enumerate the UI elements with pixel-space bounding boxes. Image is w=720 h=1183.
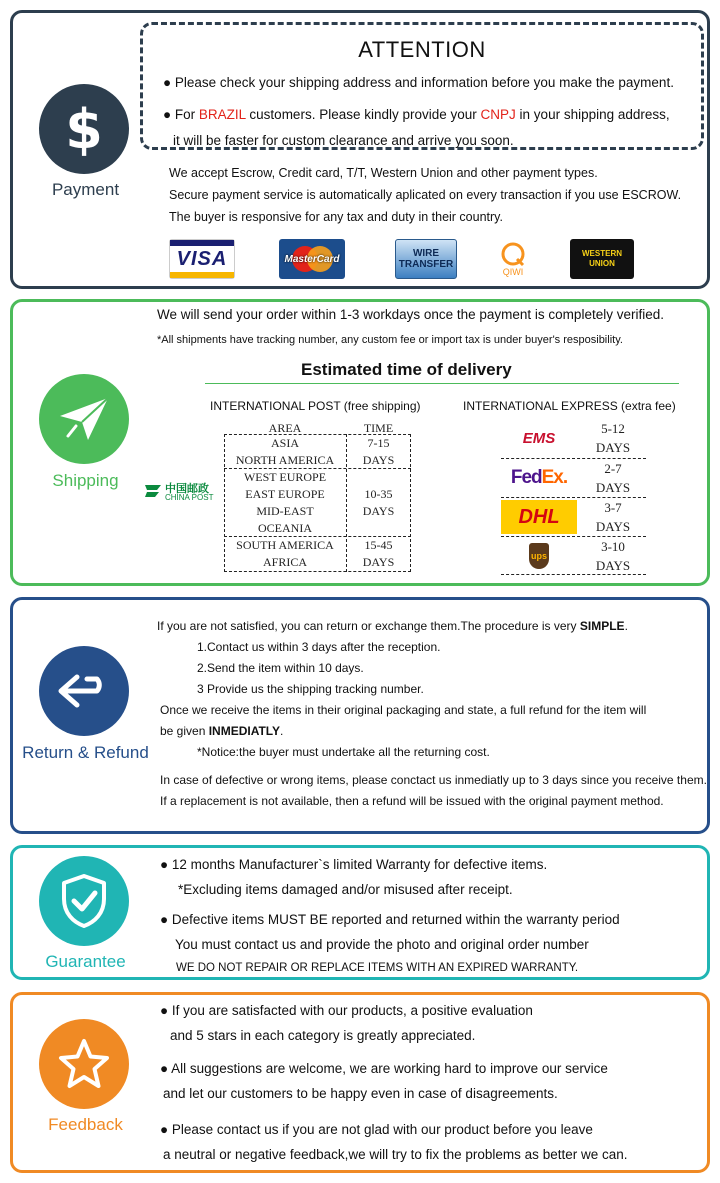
attention-line: ● Please check your shipping address and information before you make the payment. [163,75,674,90]
title-divider [205,383,679,384]
feedback-text: a neutral or negative feedback,we will try to fix the problems as better we can. [163,1147,628,1162]
feedback-section [10,992,710,1173]
payment-text: The buyer is responsive for any tax and duty in their country. [169,210,503,224]
return-text: Once we receive the items in their original packaging and state, a full refund for the item will [160,703,647,717]
feedback-text: ● All suggestions are welcome, we are working hard to improve our service [160,1061,608,1076]
area-cell: ASIA [270,436,299,450]
time-cell: DAYS [362,504,395,518]
return-text: If you are not satisfied, you can return or exchange them.The procedure is very SIMPLE. [157,619,628,633]
return-text: In case of defective or wrong items, please conctact us inmediatly up to 3 days since you receive them. [160,773,707,787]
china-post-logo: 中国邮政 CHINA POST [143,478,219,508]
svg-text:$: $ [65,99,103,159]
area-cell: OCEANIA [258,521,312,535]
time-cell: DAYS [362,453,395,467]
return-text: If a replacement is not available, then a refund will be issued with the original payment method. [160,794,664,808]
column-header: AREA [268,421,302,435]
guarantee-text: ● Defective items MUST BE reported and returned within the warranty period [160,912,620,927]
western-union-logo: WESTERN UNION [570,239,634,279]
express-time: 5-12 DAYS [595,421,631,455]
attention-box [140,22,704,150]
feedback-text: and 5 stars in each category is greatly appreciated. [170,1028,476,1043]
shield-check-icon [39,856,129,946]
payment-text: Secure payment service is automatically aplicated on every transaction if you use ESCROW. [169,188,682,202]
cnpj-highlight: CNPJ [480,107,516,122]
post-delivery-table [224,420,411,572]
guarantee-text: WE DO NOT REPAIR OR REPLACE ITEMS WITH AN EXPIRED WARRANTY. [176,962,579,974]
shipping-section [10,299,710,586]
ups-logo: ups [501,539,577,573]
shipping-text: We will send your order within 1-3 workdays once the payment is completely verified. [157,307,664,322]
guarantee-label: Guarantee [45,952,126,971]
guarantee-text: ● 12 months Manufacturer`s limited Warranty for defective items. [160,857,548,872]
express-header: INTERNATIONAL EXPRESS (extra fee) [463,399,676,413]
express-time: 2-7 DAYS [595,461,631,495]
express-row-ems [501,419,646,458]
time-cell: 15-45 [364,538,393,552]
express-time: 3-10 DAYS [595,539,631,573]
visa-logo: VISA [169,239,235,279]
time-cell: 10-35 [364,487,393,501]
shipping-text: *All shipments have tracking number, any custom fee or import tax is under buyer's resposibility. [157,334,623,346]
china-post-icon [143,481,163,501]
star-icon [39,1019,129,1109]
post-header: INTERNATIONAL POST (free shipping) [210,399,421,413]
return-step: 3 Provide us the shipping tracking number. [197,682,424,696]
guarantee-text: *Excluding items damaged and/or misused after receipt. [178,882,513,897]
time-cell: DAYS [362,555,395,569]
area-cell: WEST EUROPE [243,470,327,484]
dollar-icon [39,84,129,174]
express-row-dhl [501,497,646,536]
express-row-ups [501,536,646,575]
guarantee-section [10,845,710,980]
feedback-text: ● If you are satisfacted with our products, a positive evaluation [160,1003,533,1018]
mastercard-logo: MasterCard [279,239,345,279]
area-cell: MID-EAST [256,504,314,518]
shipping-label: Shipping [52,471,119,490]
qiwi-logo: QIWI [493,239,533,279]
attention-line: it will be faster for custom clearance and arrive you soon. [173,133,514,148]
area-cell: NORTH AMERICA [235,453,335,467]
wire-transfer-logo: WIRE TRANSFER [395,239,457,279]
payment-label: Payment [51,180,120,199]
paper-plane-icon [39,374,129,464]
return-arrow-icon [39,646,129,736]
return-notice: *Notice:the buyer must undertake all the returning cost. [197,745,490,759]
return-refund-section [10,597,710,834]
brazil-highlight: BRAZIL [198,107,246,122]
time-cell: 7-15 [367,436,390,450]
area-cell: SOUTH AMERICA [236,538,334,552]
feedback-text: ● Please contact us if you are not glad with our product before you leave [160,1122,593,1137]
attention-title: ATTENTION [358,37,486,62]
payment-section [10,10,710,289]
fedex-logo: Fed Ex. [510,467,568,488]
ems-logo: EMS [522,429,556,447]
express-row-fedex [501,458,646,497]
attention-line: ● For BRAZIL customers. Please kindly provide your CNPJ in your shipping address, [163,107,670,122]
feedback-label: Feedback [48,1115,123,1134]
area-cell: EAST EUROPE [245,487,325,501]
column-header: TIME [363,421,394,435]
estimated-delivery-title: Estimated time of delivery [301,360,512,379]
return-label: Return & Refund [22,743,149,762]
area-cell: AFRICA [262,555,307,569]
express-time: 3-7 DAYS [595,500,631,534]
dhl-logo: DHL [501,500,577,534]
return-step: 2.Send the item within 10 days. [197,661,364,675]
feedback-text: and let our customers to be happy even in case of disagreements. [163,1086,558,1101]
guarantee-text: You must contact us and provide the photo and original order number [175,937,589,952]
return-step: 1.Contact us within 3 days after the reception. [197,640,441,654]
payment-text: We accept Escrow, Credit card, T/T, Western Union and other payment types. [169,166,598,180]
return-text: be given INMEDIATLY. [160,724,284,738]
